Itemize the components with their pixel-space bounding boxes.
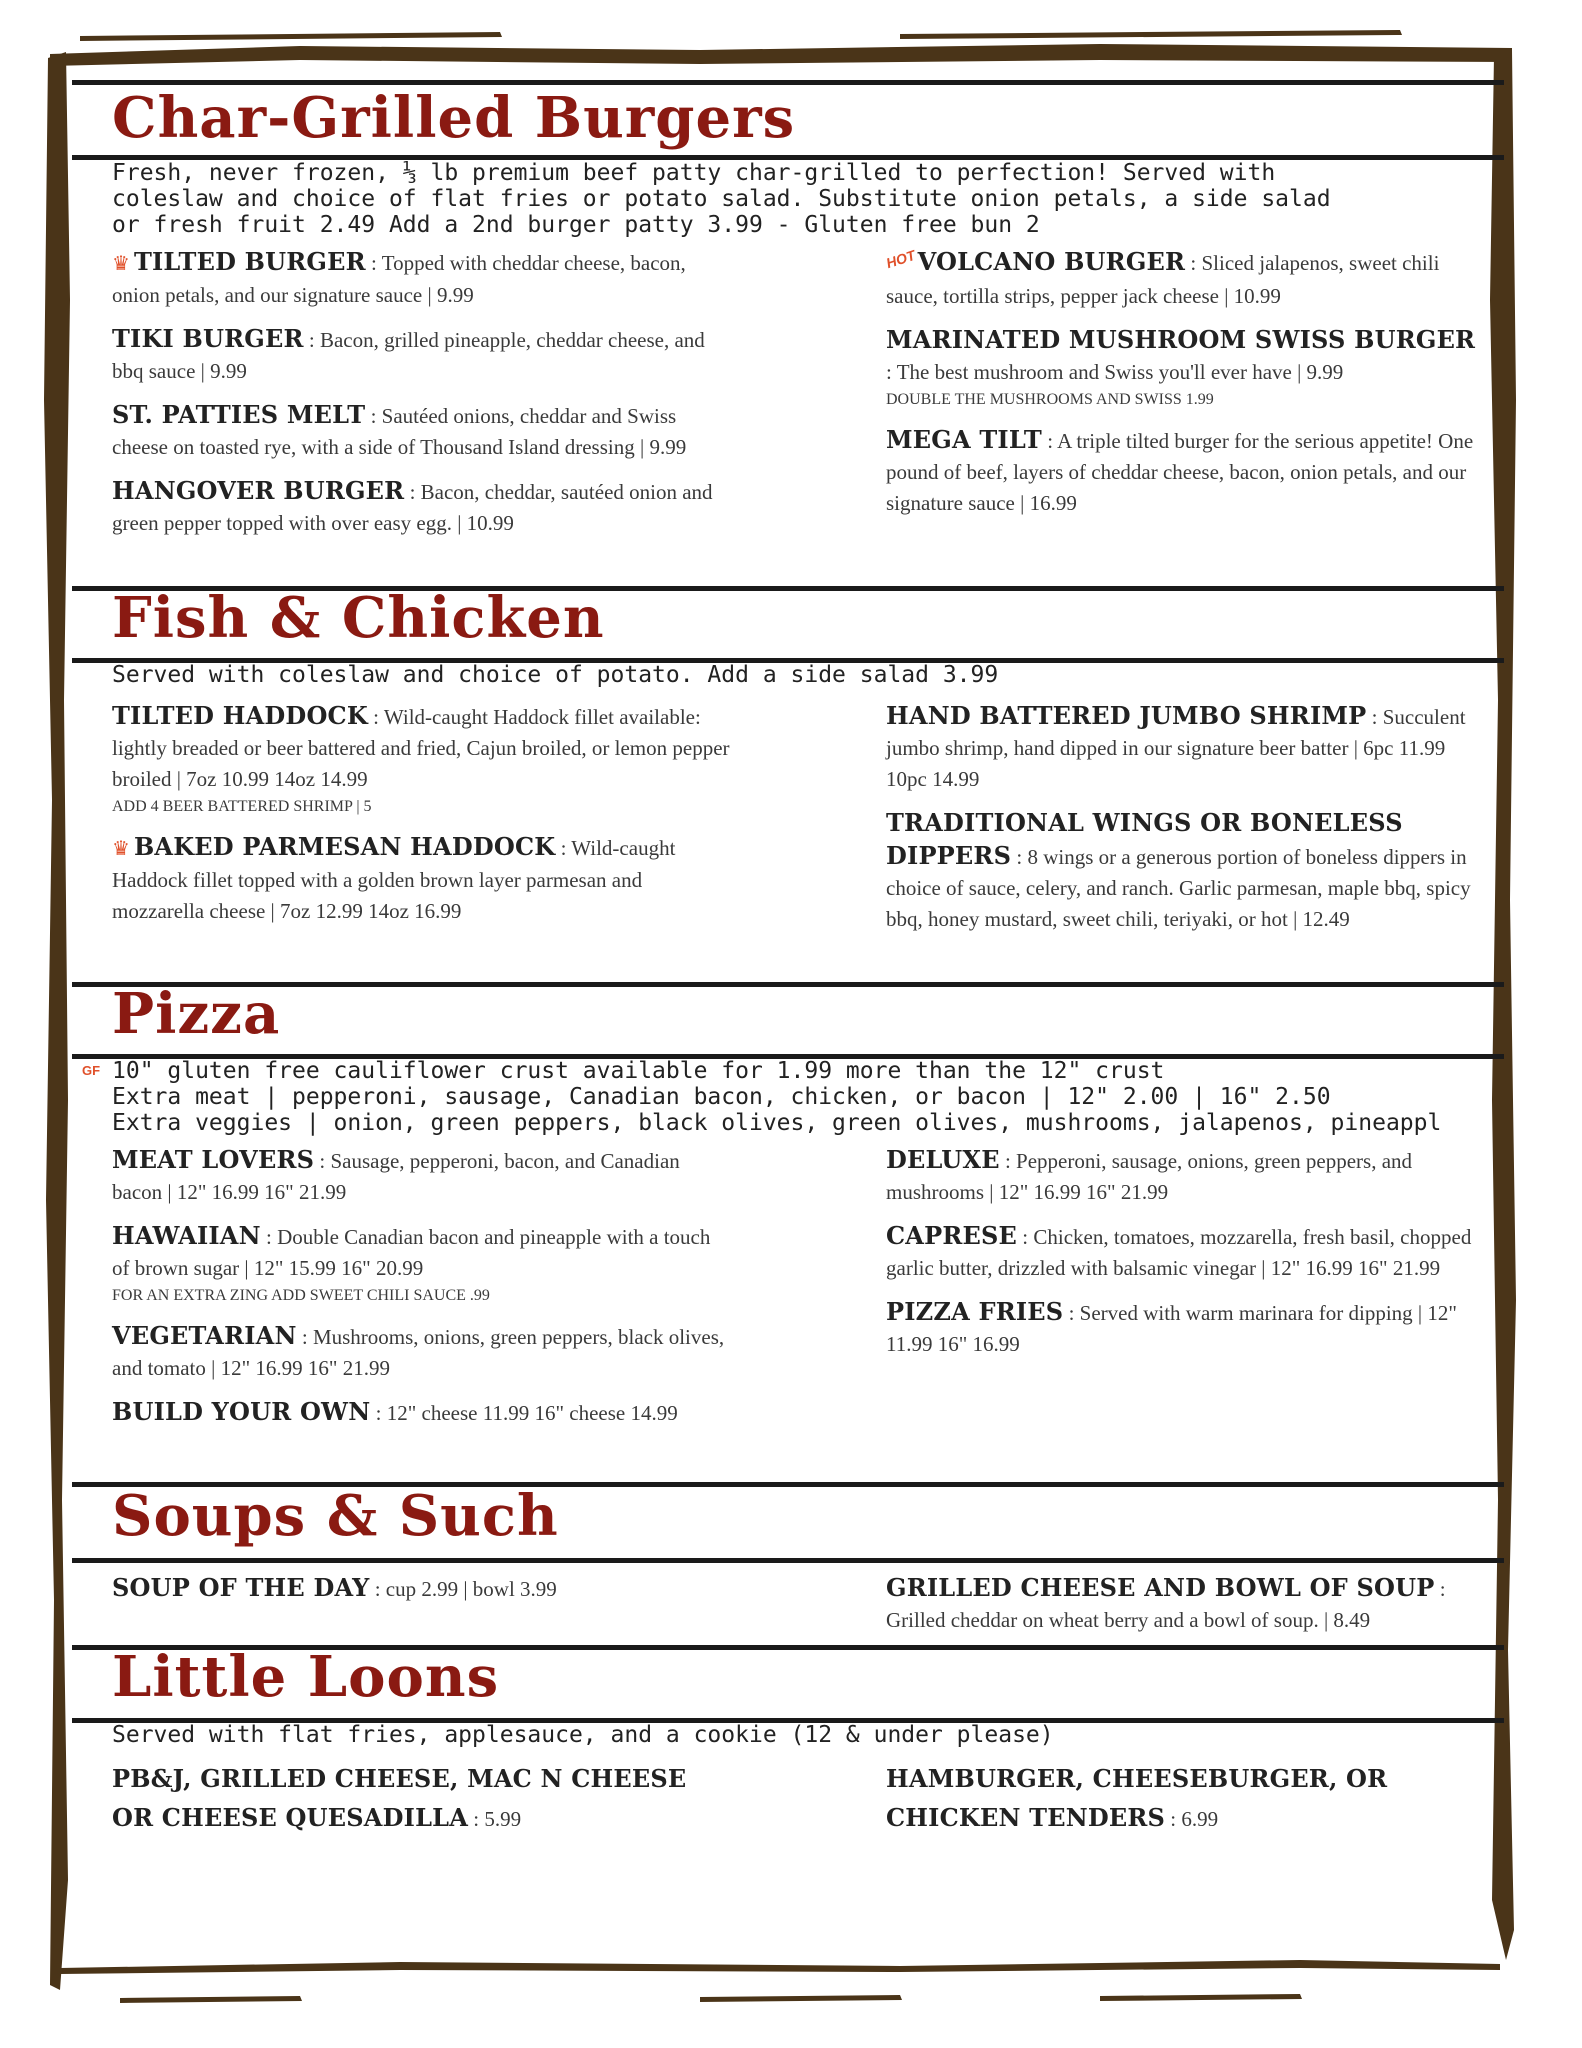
item-name: GRILLED CHEESE AND BOWL OF SOUP bbox=[886, 1573, 1435, 1602]
item-name: SOUP OF THE DAY bbox=[112, 1573, 370, 1602]
pizza-description bbox=[112, 1058, 1441, 1136]
loons-col-left bbox=[112, 1760, 692, 1850]
item-note: FOR AN EXTRA ZING ADD SWEET CHILI SAUCE .99 bbox=[112, 1287, 490, 1304]
item-name: VEGETARIAN bbox=[112, 1321, 297, 1350]
menu-item bbox=[886, 807, 1486, 935]
section-rule bbox=[72, 1558, 1504, 1563]
item-desc: : Served with warm marinara for dipping | 12" 11.99 16" 16.99 bbox=[886, 1301, 1457, 1356]
section-title-pizza: Pizza bbox=[112, 981, 281, 1047]
fish-col-left bbox=[112, 700, 732, 939]
item-name: CAPRESE bbox=[886, 1221, 1018, 1250]
menu-item bbox=[112, 700, 732, 819]
menu-item bbox=[886, 246, 1486, 312]
menu-item bbox=[886, 1760, 1446, 1838]
item-name: TILTED BURGER bbox=[133, 247, 366, 276]
item-desc: : Pepperoni, sausage, onions, green peppers, and mushrooms | 12" 16.99 16" 21.99 bbox=[886, 1149, 1413, 1204]
section-title-loons: Little Loons bbox=[112, 1644, 500, 1710]
item-desc: : cup 2.99 | bowl 3.99 bbox=[369, 1577, 557, 1601]
item-desc: : A triple tilted burger for the serious appetite! One pound of beef, layers of cheddar cheese, bacon, onion petals, and our signature sauce | 16.99 bbox=[886, 429, 1474, 515]
item-name: PB&J, GRILLED CHEESE, MAC N CHEESE OR CHEESE QUESADILLA bbox=[112, 1764, 687, 1832]
item-desc: : Topped with cheddar cheese, bacon, onion petals, and our signature sauce | 9.99 bbox=[112, 251, 686, 307]
fish-col-right bbox=[886, 700, 1486, 947]
item-desc: : The best mushroom and Swiss you'll ever have | 9.99 bbox=[886, 360, 1344, 384]
item-desc: : 5.99 bbox=[468, 1807, 522, 1831]
item-desc: : Sausage, pepperoni, bacon, and Canadian bacon | 12" 16.99 16" 21.99 bbox=[112, 1149, 680, 1204]
item-name: MEGA TILT bbox=[886, 425, 1042, 454]
item-name: VOLCANO BURGER bbox=[917, 247, 1186, 276]
item-name: HANGOVER BURGER bbox=[112, 476, 405, 505]
burgers-col-right bbox=[886, 246, 1486, 531]
menu-item bbox=[112, 1320, 732, 1384]
gf-icon: GF bbox=[82, 1063, 101, 1078]
menu-item bbox=[112, 1760, 692, 1838]
item-name: PIZZA FRIES bbox=[886, 1297, 1064, 1326]
item-desc: : Wild-caught Haddock fillet available: lightly breaded or beer battered and fried, Cajun broiled, or lemon pepper broiled | 7oz 10.99 14oz 14.99 bbox=[112, 705, 730, 791]
burgers-col-left bbox=[112, 246, 732, 551]
item-desc: : Bacon, grilled pineapple, cheddar cheese, and bbq sauce | 9.99 bbox=[112, 328, 705, 383]
section-title-soups: Soups & Such bbox=[112, 1483, 559, 1549]
desc-line: Fresh, never frozen, ⅓ lb premium beef patty char-grilled to perfection! Served with bbox=[112, 160, 1276, 186]
item-note: DOUBLE THE MUSHROOMS AND SWISS 1.99 bbox=[886, 391, 1214, 408]
item-desc: : Mushrooms, onions, green peppers, black olives, and tomato | 12" 16.99 16" 21.99 bbox=[112, 1325, 725, 1380]
desc-line: Served with coleslaw and choice of potato. Add a side salad 3.99 bbox=[112, 662, 999, 688]
item-desc: : 12" cheese 11.99 16" cheese 14.99 bbox=[370, 1401, 678, 1425]
soups-col-left bbox=[112, 1572, 732, 1617]
item-name: HAMBURGER, CHEESEBURGER, OR CHICKEN TENDERS bbox=[886, 1764, 1388, 1832]
menu-item bbox=[112, 1396, 732, 1429]
item-name: MARINATED MUSHROOM SWISS BURGER bbox=[886, 325, 1476, 354]
item-note: ADD 4 BEER BATTERED SHRIMP | 5 bbox=[112, 798, 372, 815]
menu-item bbox=[112, 1572, 732, 1605]
menu-item bbox=[886, 700, 1486, 795]
item-name: DELUXE bbox=[886, 1145, 1000, 1174]
item-name: TILTED HADDOCK bbox=[112, 701, 368, 730]
item-desc: : Sautéed onions, cheddar and Swiss cheese on toasted rye, with a side of Thousand Island dressing | 9.99 bbox=[112, 404, 687, 459]
burgers-description bbox=[112, 160, 1331, 238]
fish-description bbox=[112, 662, 998, 688]
menu-item bbox=[886, 424, 1486, 519]
item-desc: : 6.99 bbox=[1165, 1807, 1219, 1831]
item-desc: : Wild-caught Haddock fillet topped with a golden brown layer parmesan and mozzarella cheese | 7oz 12.99 14oz 16.99 bbox=[112, 836, 676, 923]
pizza-col-right bbox=[886, 1144, 1486, 1372]
menu-item bbox=[112, 323, 732, 387]
menu-item bbox=[886, 1144, 1486, 1208]
item-desc: : Grilled cheddar on wheat berry and a bowl of soup. | 8.49 bbox=[886, 1577, 1446, 1632]
desc-line: Extra veggies | onion, green peppers, black olives, green olives, mushrooms, jalapenos, pineappl bbox=[112, 1110, 1442, 1136]
item-name: BUILD YOUR OWN bbox=[112, 1397, 371, 1426]
item-name: ST. PATTIES MELT bbox=[112, 400, 366, 429]
desc-line: Served with flat fries, applesauce, and a cookie (12 & under please) bbox=[112, 1722, 1054, 1748]
section-rule bbox=[72, 982, 1504, 987]
item-desc: : Chicken, tomatoes, mozzarella, fresh basil, chopped garlic butter, drizzled with balsamic vinegar | 12" 16.99 16" 21.99 bbox=[886, 1225, 1472, 1280]
desc-line: coleslaw and choice of flat fries or potato salad. Substitute onion petals, a side salad bbox=[112, 186, 1331, 212]
section-title-fish: Fish & Chicken bbox=[112, 585, 605, 651]
menu-item bbox=[112, 1144, 732, 1208]
item-name: MEAT LOVERS bbox=[112, 1145, 315, 1174]
menu-item bbox=[112, 831, 732, 927]
menu-item bbox=[886, 1296, 1486, 1360]
hot-icon: HOT bbox=[884, 246, 918, 272]
item-name: HAWAIIAN bbox=[112, 1221, 261, 1250]
item-desc: : Bacon, cheddar, sautéed onion and green pepper topped with over easy egg. | 10.99 bbox=[112, 480, 713, 535]
loons-col-right bbox=[886, 1760, 1446, 1850]
menu-item bbox=[112, 399, 732, 463]
item-desc: : Double Canadian bacon and pineapple with a touch of brown sugar | 12" 15.99 16" 20.99 bbox=[112, 1225, 711, 1280]
item-desc: : Sliced jalapenos, sweet chili sauce, tortilla strips, pepper jack cheese | 10.99 bbox=[886, 251, 1440, 308]
item-name: TRADITIONAL WINGS OR BONELESS DIPPERS bbox=[886, 808, 1403, 870]
item-desc: : Succulent jumbo shrimp, hand dipped in our signature beer batter | 6pc 11.99 10pc 14.99 bbox=[886, 705, 1466, 791]
pizza-col-left bbox=[112, 1144, 732, 1441]
menu-item bbox=[112, 1220, 732, 1308]
menu-item bbox=[886, 1220, 1486, 1284]
item-name: HAND BATTERED JUMBO SHRIMP bbox=[886, 701, 1367, 730]
soups-col-right bbox=[886, 1572, 1486, 1648]
crown-icon: ♛ bbox=[112, 253, 130, 275]
item-name: TIKI BURGER bbox=[112, 324, 304, 353]
menu-item bbox=[886, 324, 1486, 412]
desc-line: Extra meat | pepperoni, sausage, Canadian bacon, chicken, or bacon | 12" 2.00 | 16" 2.50 bbox=[112, 1084, 1331, 1110]
loons-description bbox=[112, 1722, 1054, 1748]
item-desc: : 8 wings or a generous portion of boneless dippers in choice of sauce, celery, and ranch. Garlic parmesan, maple bbq, spicy bbq, honey mustard, sweet chili, teriyaki, or hot | 12.49 bbox=[886, 845, 1471, 931]
crown-icon: ♛ bbox=[112, 838, 130, 860]
item-name: BAKED PARMESAN HADDOCK bbox=[133, 832, 556, 861]
desc-line: 10" gluten free cauliflower crust available for 1.99 more than the 12" crust bbox=[112, 1058, 1165, 1084]
menu-item bbox=[112, 246, 732, 311]
menu-item bbox=[886, 1572, 1486, 1636]
section-title-burgers: Char-Grilled Burgers bbox=[112, 85, 796, 151]
menu-item bbox=[112, 475, 732, 539]
desc-line: or fresh fruit 2.49 Add a 2nd burger patty 3.99 - Gluten free bun 2 bbox=[112, 212, 1040, 238]
